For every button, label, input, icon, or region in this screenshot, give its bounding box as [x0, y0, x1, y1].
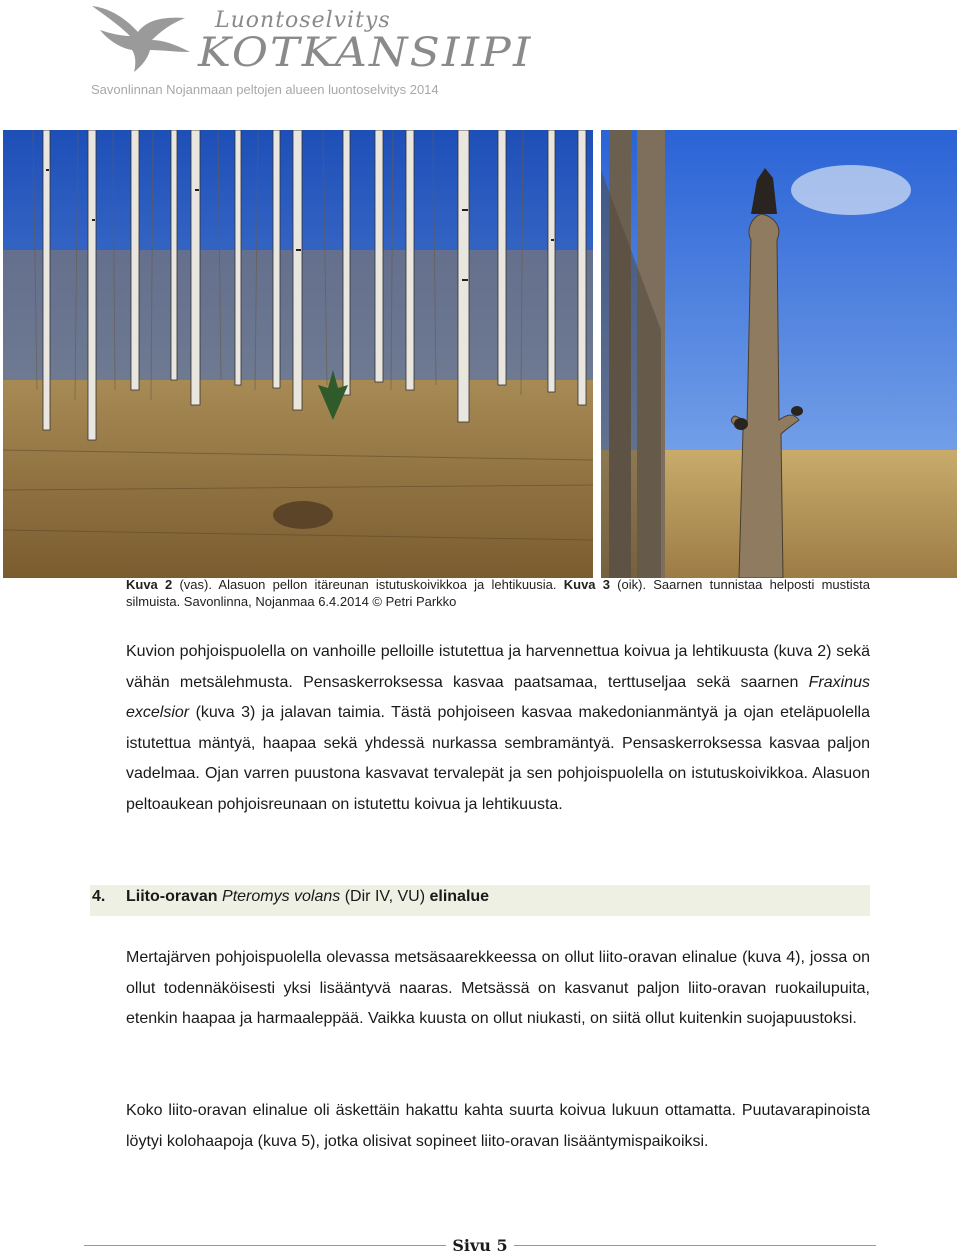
- footer-page-label: Sivu 5: [446, 1236, 513, 1255]
- paragraph-hakattu: Koko liito-oravan elinalue oli äskettäin hakattu kahta suurta koivua lukuun ottamatta. Puutavarapinoista löytyi kolohaapoja (kuva 5), jotka olisivat sopineet liito-oravan lisääntymispaikoiksi.: [126, 1102, 870, 1150]
- species-fraxinus: Fraxinus excelsior: [126, 673, 870, 721]
- section-title-a: Liito-oravan: [126, 888, 218, 905]
- paragraph-mertajarvi: Mertajärven pohjoispuolella olevassa metsäsaarekkeessa on ollut liito-oravan elinalue (kuva 4), jossa on ollut todennäköisesti yksi lisääntyvä naaras. Metsässä on kasvanut paljon liito-oravan ruokailupuita, etenkin haapaa ja harmaaleppää. Vaikka kuusta on ollut niukasti, on siitä ollut kuitenkin suojapuustoksi.: [126, 949, 870, 1027]
- caption-text-kuva3: (oik). Saarnen tunnistaa helposti mustista silmuista. Savonlinna, Nojanmaa 6.4.2014 © Petri Parkko: [126, 577, 870, 609]
- section-title: [126, 888, 489, 906]
- section-title-species: Pteromys volans: [222, 888, 341, 905]
- caption-text-kuva2: (vas). Alasuon pellon itäreunan istutuskoivikkoa ja lehtikuusia.: [172, 577, 564, 592]
- paragraph-kuvio-b: (kuva 3) ja jalavan taimia. Tästä pohjoiseen kasvaa makedonianmäntyä ja ojan eteläpuolella istutettua mäntyä, haapaa sekä yhdessä nurkassa sembramäntyä. Pensaskerroksessa kasvaa paljon vadelmaa. Ojan varren puustona kasvavat tervalepät ja sen pohjoispuolella on istutuskoivikkoa. Alasuon peltoaukean pohjoisreunaan on istutettu koivua ja lehtikuusta.: [126, 704, 870, 813]
- footer-page-number: [0, 1236, 960, 1255]
- caption-label-kuva3: Kuva 3: [563, 577, 610, 592]
- paragraph-kuvio-a: Kuvion pohjoispuolella on vanhoille pelloille istutettua ja harvennettua koivua ja lehtikuusta (kuva 2) sekä vähän metsälehmusta. Pensaskerroksessa kasvaa paatsamaa, terttuseljaa sekä saarnen: [126, 643, 870, 691]
- section-title-c: elinalue: [429, 888, 490, 905]
- photo-caption: [126, 576, 870, 610]
- eagle-icon: [90, 0, 205, 75]
- logo: [90, 0, 533, 80]
- logo-line2: KOTKANSIIPI: [198, 30, 533, 76]
- photo-birch-forest: [3, 130, 593, 578]
- caption-label-kuva2: Kuva 2: [126, 577, 173, 592]
- section-number: 4.: [92, 888, 106, 905]
- photo-ash-twig: [601, 130, 957, 578]
- paragraph-kuvio: [126, 637, 870, 820]
- logo-line1: Luontoselvitys: [215, 8, 391, 33]
- header-subtitle: Savonlinnan Nojanmaan peltojen alueen luontoselvitys 2014: [91, 82, 439, 97]
- section-title-b: (Dir IV, VU): [340, 888, 430, 905]
